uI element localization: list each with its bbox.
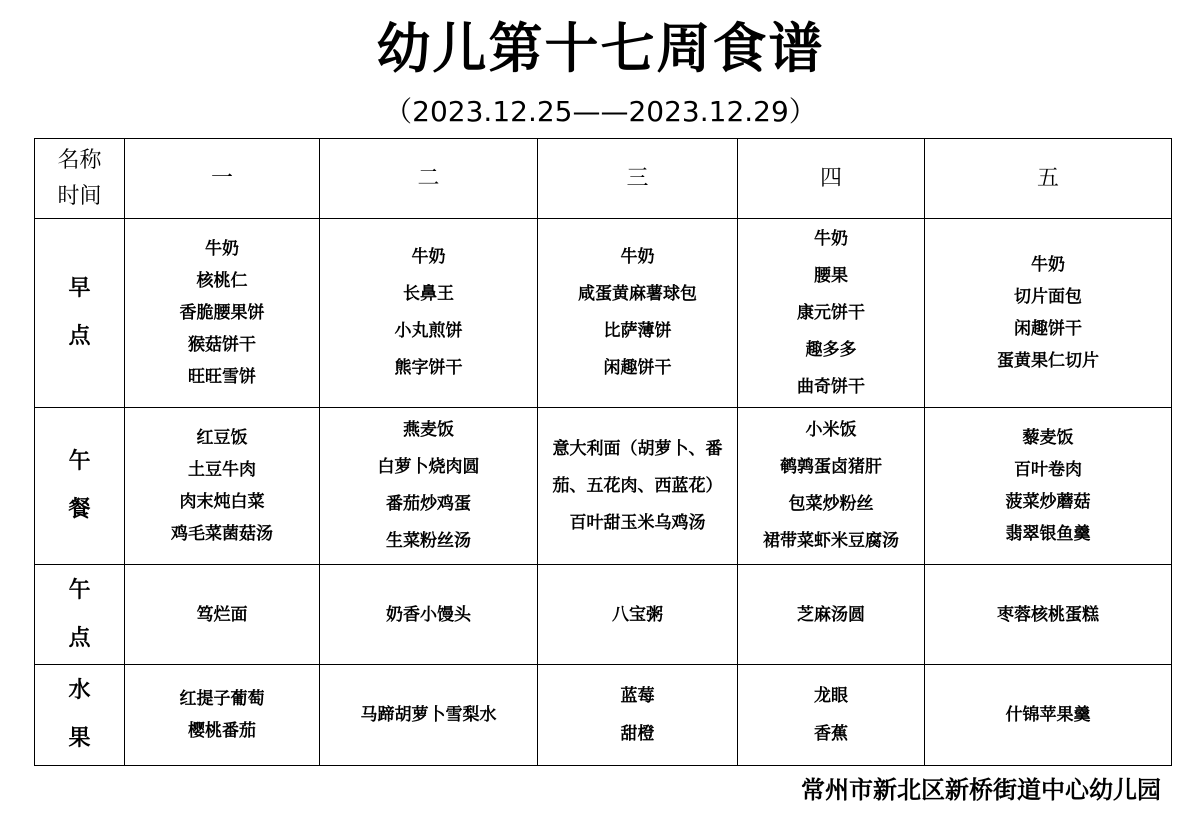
menu-row-afternoon-snack	[35, 565, 1172, 665]
menu-cell: 笃烂面	[125, 565, 320, 665]
row-label-fruit: 水 果	[35, 665, 125, 766]
menu-cell: 马蹄胡萝卜雪梨水	[320, 665, 538, 766]
row-label-lunch: 午 餐	[35, 408, 125, 565]
menu-cell: 八宝粥	[538, 565, 738, 665]
corner-cell	[35, 139, 125, 219]
day-header-fri: 五	[925, 139, 1172, 219]
day-header-mon: 一	[125, 139, 320, 219]
menu-cell: 小米饭 鹌鹑蛋卤猪肝 包菜炒粉丝 裙带菜虾米豆腐汤	[738, 408, 925, 565]
header-row	[35, 139, 1172, 219]
menu-cell: 枣蓉核桃蛋糕	[925, 565, 1172, 665]
day-header-thu: 四	[738, 139, 925, 219]
menu-cell: 牛奶 切片面包 闲趣饼干 蛋黄果仁切片	[925, 219, 1172, 408]
menu-cell: 燕麦饭 白萝卜烧肉圆 番茄炒鸡蛋 生菜粉丝汤	[320, 408, 538, 565]
menu-row-lunch	[35, 408, 1172, 565]
menu-cell: 龙眼 香蕉	[738, 665, 925, 766]
day-header-wed: 三	[538, 139, 738, 219]
corner-label-name: 名称	[57, 147, 102, 173]
menu-cell: 芝麻汤圆	[738, 565, 925, 665]
menu-cell: 意大利面（胡萝卜、番 茄、五花肉、西蓝花） 百叶甜玉米乌鸡汤	[538, 408, 738, 565]
menu-row-fruit	[35, 665, 1172, 766]
row-label-afternoon-snack: 午 点	[35, 565, 125, 665]
menu-cell: 什锦苹果羹	[925, 665, 1172, 766]
menu-cell: 牛奶 咸蛋黄麻薯球包 比萨薄饼 闲趣饼干	[538, 219, 738, 408]
row-label-breakfast: 早 点	[35, 219, 125, 408]
corner-label-time: 时间	[57, 183, 102, 209]
menu-cell: 红豆饭 土豆牛肉 肉末炖白菜 鸡毛菜菌菇汤	[125, 408, 320, 565]
menu-cell: 牛奶 长鼻王 小丸煎饼 熊字饼干	[320, 219, 538, 408]
menu-cell: 牛奶 核桃仁 香脆腰果饼 猴菇饼干 旺旺雪饼	[125, 219, 320, 408]
weekly-menu-table	[34, 138, 1172, 766]
menu-row-breakfast	[35, 219, 1172, 408]
date-range: （2023.12.25——2023.12.29）	[384, 95, 817, 128]
menu-cell: 红提子葡萄 樱桃番茄	[125, 665, 320, 766]
day-header-tue: 二	[320, 139, 538, 219]
menu-cell: 蓝莓 甜橙	[538, 665, 738, 766]
menu-cell: 牛奶 腰果 康元饼干 趣多多 曲奇饼干	[738, 219, 925, 408]
menu-cell: 奶香小馒头	[320, 565, 538, 665]
school-name: 常州市新北区新桥街道中心幼儿园	[801, 775, 1161, 804]
page-title: 幼儿第十七周食谱	[376, 17, 825, 80]
menu-cell: 藜麦饭 百叶卷肉 菠菜炒蘑菇 翡翠银鱼羹	[925, 408, 1172, 565]
